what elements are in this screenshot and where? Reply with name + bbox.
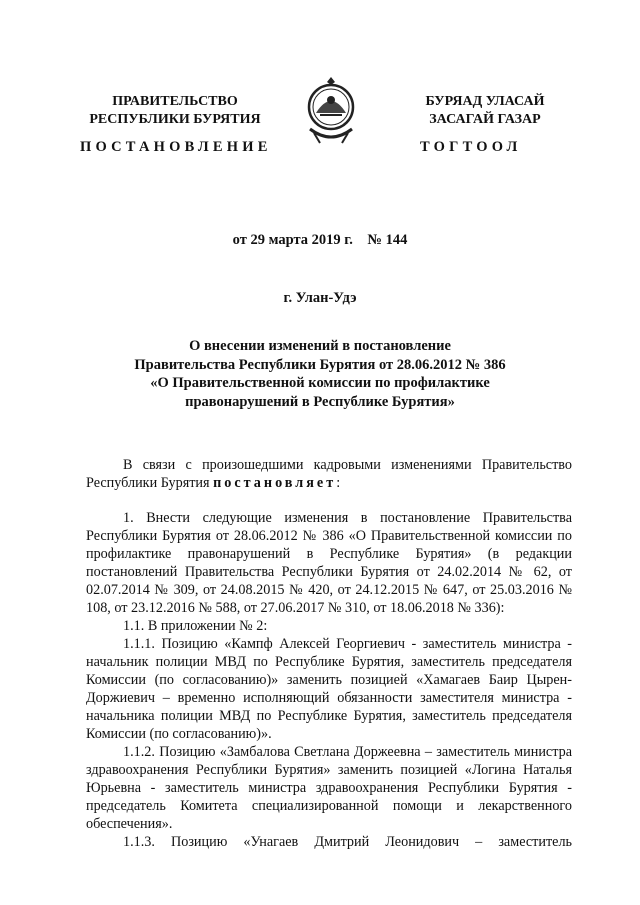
paragraph-1-1-3: 1.1.3. Позицию «Унагаев Дмитрий Леонидович – заместитель xyxy=(123,834,572,850)
paragraph-1-1-2: 1.1.2. Позицию «Замбалова Светлана Доржеевна – заместитель министра здравоохранения Республики Бурятия» заменить позицией «Логина Наталья Юрьевна - заместитель министра здравоохранения Республики Бурятия - председатель Комитета специализированной помощи и лекарственного обеспечения». xyxy=(86,744,572,832)
title-line: правонарушений в Республике Бурятия» xyxy=(185,393,455,410)
paragraph-1-1-1: 1.1.1. Позицию «Кампф Алексей Георгиевич - заместитель министра - начальник полиции МВД по Республике Бурятия, заместитель председателя Комиссии (по согласованию)» заменить позицией «Хамагаев Баир Цырен-Доржиевич – временно исполняющий обязанности заместителя министра - начальника полиции МВД по Республике Бурятия, заместитель председателя Комиссии (по согласованию)». xyxy=(86,636,572,742)
document-type-russian: ПОСТАНОВЛЕНИЕ xyxy=(80,139,272,155)
decree-body xyxy=(86,456,572,851)
city: г. Улан-Удэ xyxy=(283,290,357,306)
preamble: В связи с произошедшими кадровыми изменениями Правительство Республики Бурятия постановляет: xyxy=(86,457,572,491)
issuer-buryat-line-1: БУРЯАД УЛАСАЙ xyxy=(425,94,545,109)
document-type-buryat: ТОГТООЛ xyxy=(420,139,522,155)
issuer-buryat-line-2: ЗАСАГАЙ ГАЗАР xyxy=(429,112,541,127)
title-line: «О Правительственной комиссии по профилактике xyxy=(150,375,490,391)
resolves-keyword: постановляет xyxy=(213,475,337,491)
issuer-name-russian xyxy=(60,93,290,129)
decree-date-number: от 29 марта 2019 г. № 144 xyxy=(232,232,408,248)
title-line: Правительства Республики Бурятия от 28.06.2012 № 386 xyxy=(134,356,506,373)
title-line: О внесении изменений в постановление xyxy=(189,338,451,354)
decree-title xyxy=(115,337,525,411)
issuer-name-buryat xyxy=(385,93,585,129)
buryatia-coat-of-arms-icon xyxy=(302,73,360,149)
paragraph-1-1: 1.1. В приложении № 2: xyxy=(123,618,268,634)
issuer-line-1: ПРАВИТЕЛЬСТВО xyxy=(112,94,238,109)
issuer-line-2: РЕСПУБЛИКИ БУРЯТИЯ xyxy=(89,112,261,127)
paragraph-1: 1. Внести следующие изменения в постановление Правительства Республики Бурятия от 28.06.2012 № 386 «О Правительственной комиссии по профилактике правонарушений в Республике Бурятия» (в редакции постановлений Правительства Республики Бурятия от 24.02.2014 № 62, от 02.07.2014 № 309, от 24.08.2015 № 420, от 24.12.2015 № 647, от 25.03.2016 № 108, от 23.12.2016 № 588, от 27.06.2017 № 310, от 18.06.2018 № 336): xyxy=(86,510,572,616)
